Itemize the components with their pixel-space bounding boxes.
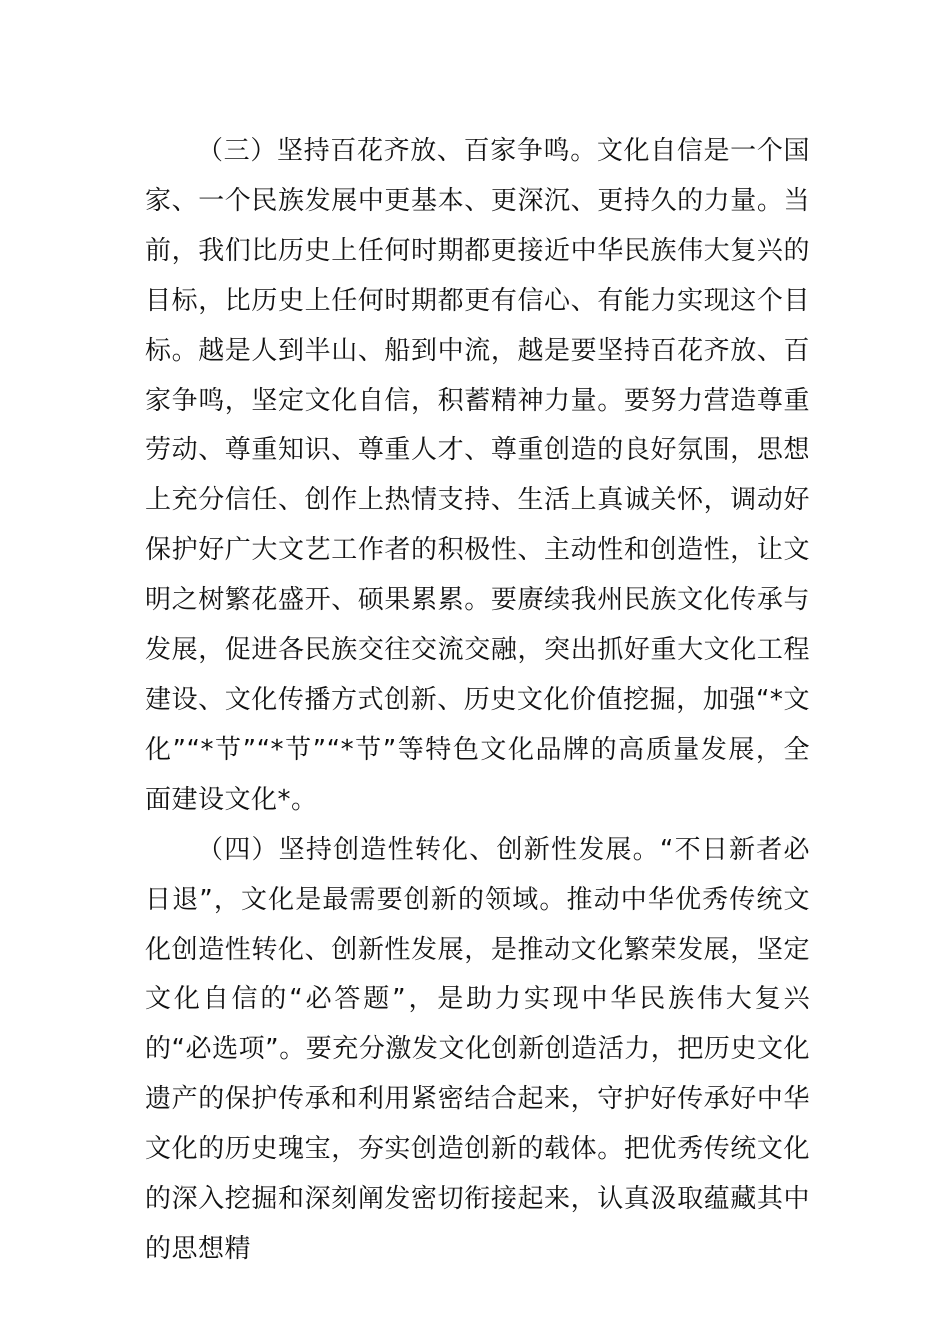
document-body [145,127,810,1275]
paragraph-3: （三）坚持百花齐放、百家争鸣。文化自信是一个国家、一个民族发展中更基本、更深沉、更持久的力量。当前，我们比历史上任何时期都更接近中华民族伟大复兴的目标，比历史上任何时期都更有信心、有能力实现这个目标。越是人到半山、船到中流，越是要坚持百花齐放、百家争鸣，坚定文化自信，积蓄精神力量。要努力营造尊重劳动、尊重知识、尊重人才、尊重创造的良好氛围，思想上充分信任、创作上热情支持、生活上真诚关怀，调动好保护好广大文艺工作者的积极性、主动性和创造性，让文明之树繁花盛开、硕果累累。要赓续我州民族文化传承与发展，促进各民族交往交流交融，突出抓好重大文化工程建设、文化传播方式创新、历史文化价值挖掘，加强“*文化”“*节”“*节”“*节”等特色文化品牌的高质量发展，全面建设文化*。 [145,136,810,815]
paragraph-4: （四）坚持创造性转化、创新性发展。“不日新者必日退”，文化是最需要创新的领域。推动中华优秀传统文化创造性转化、创新性发展，是推动文化繁荣发展，坚定文化自信的“必答题”，是助力实现中华民族伟大复兴的“必选项”。要充分激发文化创新创造活力，把历史文化遗产的保护传承和利用紧密结合起来，守护好传承好中华文化的历史瑰宝，夯实创造创新的载体。把优秀传统文化的深入挖掘和深刻阐发密切衔接起来，认真汲取蕴藏其中的思想精 [145,834,810,1264]
